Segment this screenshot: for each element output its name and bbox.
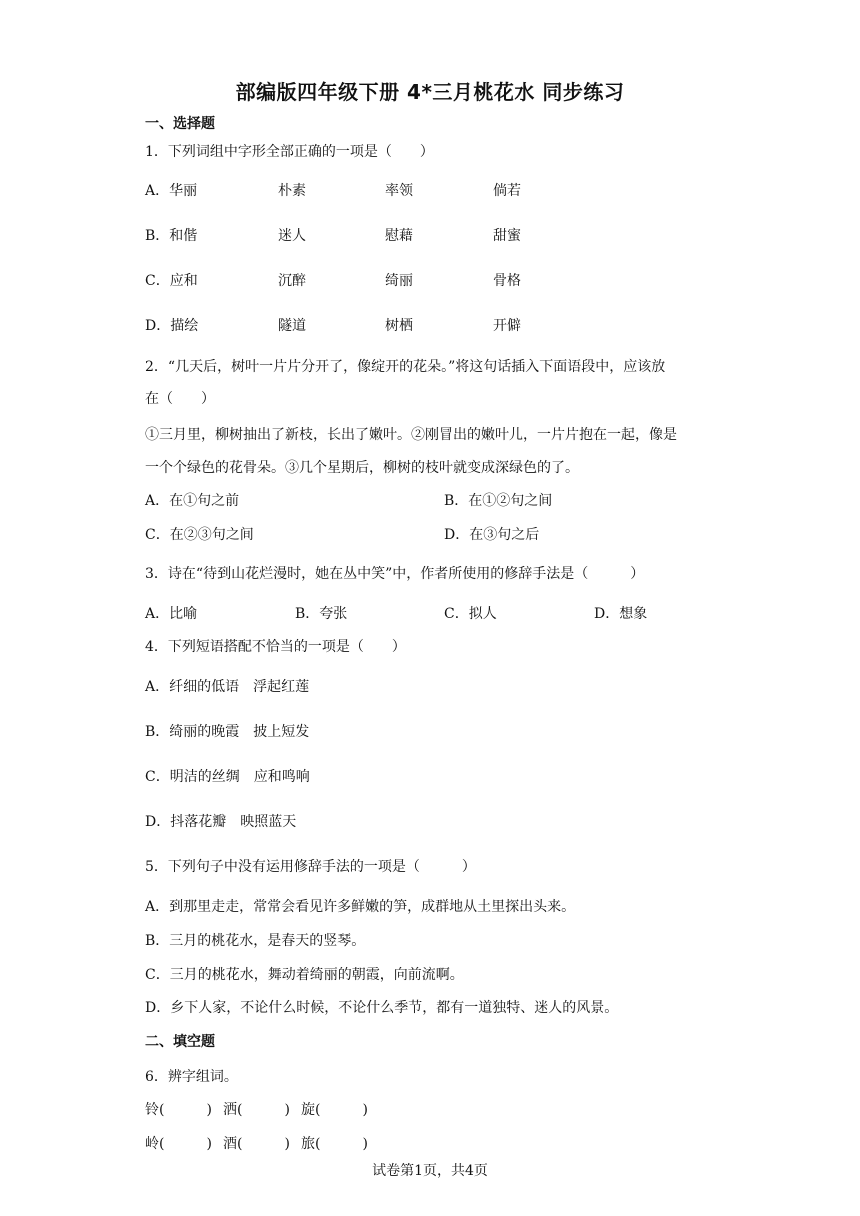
q5-option-c: C．三月的桃花水，舞动着绮丽的朝霞，向前流啊。 bbox=[145, 967, 464, 983]
page-title: 部编版四年级下册 4*三月桃花水 同步练习 bbox=[235, 80, 625, 104]
q6-row1-item2: 洒( ) bbox=[223, 1102, 290, 1118]
q1-option-a-word4: 倘若 bbox=[493, 183, 521, 199]
question-2-stem-line2: 在（ ） bbox=[145, 391, 215, 407]
q1-option-c-word4: 骨格 bbox=[493, 273, 521, 289]
q4-option-b: B．绮丽的晚霞 披上短发 bbox=[145, 724, 310, 740]
q6-row1-item3: 旋( ) bbox=[301, 1102, 368, 1118]
question-6-stem: 6．辨字组词。 bbox=[145, 1069, 238, 1085]
q4-option-a: A．纤细的低语 浮起红莲 bbox=[145, 679, 310, 695]
section-heading-choice: 一、选择题 bbox=[145, 116, 215, 132]
section-heading-fill-in: 二、填空题 bbox=[145, 1034, 215, 1050]
q6-row2-item3: 旅( ) bbox=[301, 1136, 368, 1152]
q1-option-b-word4: 甜蜜 bbox=[493, 228, 521, 244]
question-4-stem: 4．下列短语搭配不恰当的一项是（ ） bbox=[145, 639, 406, 655]
q1-option-b-word2: 迷人 bbox=[278, 228, 306, 244]
q6-row1-item1: 铃( ) bbox=[145, 1102, 212, 1118]
q3-option-b: B．夸张 bbox=[295, 606, 348, 622]
q1-option-d-word1: D．描绘 bbox=[145, 318, 199, 334]
question-3-stem: 3．诗在“待到山花烂漫时，她在丛中笑”中，作者所使用的修辞手法是（ ） bbox=[145, 566, 645, 582]
question-2-stem-line1: 2．“几天后，树叶一片片分开了，像绽开的花朵。”将这句话插入下面语段中，应该放 bbox=[145, 359, 666, 375]
q1-option-c-word1: C．应和 bbox=[145, 273, 198, 289]
q1-option-b-word3: 慰藉 bbox=[385, 228, 413, 244]
q1-option-a-word2: 朴素 bbox=[278, 183, 306, 199]
q3-option-d: D．想象 bbox=[594, 606, 648, 622]
question-1-stem: 1．下列词组中字形全部正确的一项是（ ） bbox=[145, 144, 434, 160]
q6-row2-item1: 岭( ) bbox=[145, 1136, 212, 1152]
q3-option-a: A．比喻 bbox=[145, 606, 198, 622]
q1-option-a-word1: A．华丽 bbox=[145, 183, 198, 199]
q5-option-d: D．乡下人家，不论什么时候，不论什么季节，都有一道独特、迷人的风景。 bbox=[145, 1000, 619, 1016]
q2-option-c: C．在②③句之间 bbox=[145, 527, 254, 543]
q1-option-d-word2: 隧道 bbox=[278, 318, 306, 334]
q2-option-d: D．在③句之后 bbox=[444, 527, 540, 543]
q2-option-a: A．在①句之前 bbox=[145, 493, 240, 509]
q5-option-b: B．三月的桃花水，是春天的竖琴。 bbox=[145, 933, 366, 949]
q1-option-a-word3: 率领 bbox=[385, 183, 413, 199]
q1-option-d-word3: 树栖 bbox=[385, 318, 413, 334]
q1-option-d-word4: 开僻 bbox=[493, 318, 521, 334]
q4-option-d: D．抖落花瓣 映照蓝天 bbox=[145, 814, 297, 830]
q6-row2-item2: 酒( ) bbox=[223, 1136, 290, 1152]
q4-option-c: C．明洁的丝绸 应和鸣响 bbox=[145, 769, 310, 785]
q1-option-b-word1: B．和偕 bbox=[145, 228, 198, 244]
question-2-passage-line1: ①三月里，柳树抽出了新枝，长出了嫩叶。②刚冒出的嫩叶儿，一片片抱在一起，像是 bbox=[145, 427, 677, 443]
q1-option-c-word2: 沉醉 bbox=[278, 273, 306, 289]
q1-option-c-word3: 绮丽 bbox=[385, 273, 413, 289]
question-2-passage-line2: 一个个绿色的花骨朵。③几个星期后，柳树的枝叶就变成深绿色的了。 bbox=[145, 460, 579, 476]
q3-option-c: C．拟人 bbox=[444, 606, 497, 622]
question-5-stem: 5．下列句子中没有运用修辞手法的一项是（ ） bbox=[145, 859, 476, 875]
page-footer: 试卷第1页，共4页 bbox=[372, 1163, 488, 1179]
q5-option-a: A．到那里走走，常常会看见许多鲜嫩的笋，成群地从土里探出头来。 bbox=[145, 899, 576, 915]
q2-option-b: B．在①②句之间 bbox=[444, 493, 553, 509]
